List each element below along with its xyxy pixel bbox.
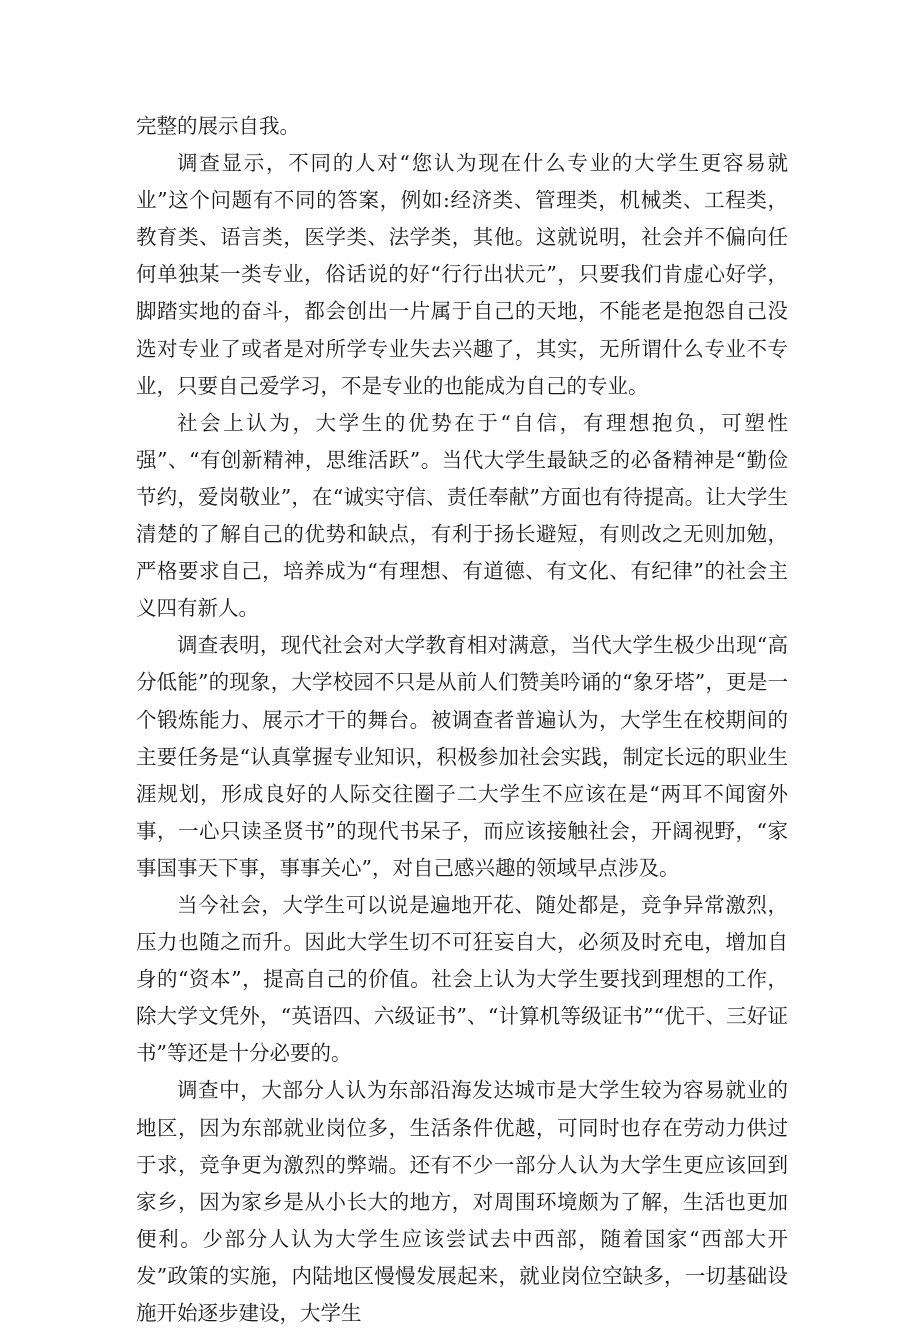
paragraph: 调查表明，现代社会对大学教育相对满意，当代大学生极少出现“高分低能”的现象，大学校园不只是从前人们赞美吟诵的“象牙塔”，更是一个锻炼能力、展示才干的舞台。被调查者普遍认为，大学生在校期间的主要任务是“认真掌握专业知识，积极参加社会实践，制定长远的职业生涯规划，形成良好的人际交往圈子二大学生不应该在是“两耳不闻窗外事，一心只读圣贤书”的现代书呆子，而应该接触社会，开阔视野，“家事国事天下事，事事关心”，对自己感兴趣的领域早点涉及。 xyxy=(136,633,788,880)
paragraph: 完整的展示自我。 xyxy=(136,114,300,138)
paragraph: 当今社会，大学生可以说是遍地开花、随处都是，竞争异常激烈，压力也随之而升。因此大学生切不可狂妄自大，必须及时充电，增加自身的“资本”，提高自己的价值。社会上认为大学生要找到理想的工作，除大学文凭外，“英语四、六级证书”、“计算机等级证书”“优干、三好证书”等还是十分必要的。 xyxy=(136,892,788,1066)
paragraph: 调查中，大部分人认为东部沿海发达城市是大学生较为容易就业的地区，因为东部就业岗位多，生活条件优越，可同时也存在劳动力供过于求，竞争更为激烈的弊端。还有不少一部分人认为大学生更应该回到家乡，因为家乡是从小长大的地方，对周围环境颇为了解，生活也更加便利。少部分人认为大学生应该尝试去中西部，随着国家“西部大开发”政策的实施，内陆地区慢慢发展起来，就业岗位空缺多，一切基础设施开始逐步建设，大学生 xyxy=(136,1078,788,1325)
document-body xyxy=(136,108,788,1332)
paragraph: 社会上认为，大学生的优势在于“自信，有理想抱负，可塑性强”、“有创新精神，思维活跃”。当代大学生最缺乏的必备精神是“勤俭节约，爱岗敬业”，在“诚实守信、责任奉献”方面也有待提高。让大学生清楚的了解自己的优势和缺点，有利于扬长避短，有则改之无则加勉，严格要求自己，培养成为“有理想、有道德、有文化、有纪律”的社会主义四有新人。 xyxy=(136,410,788,621)
paragraph: 调查显示，不同的人对“您认为现在什么专业的大学生更容易就业”这个问题有不同的答案，例如:经济类、管理类，机械类、工程类，教育类、语言类，医学类、法学类，其他。这就说明，社会并不偏向任何单独某一类专业，俗话说的好“行行出状元”，只要我们肯虚心好学，脚踏实地的奋斗，都会创出一片属于自己的天地，不能老是抱怨自己没选对专业了或者是对所学专业失去兴趣了，其实，无所谓什么专业不专业，只要自己爱学习，不是专业的也能成为自己的专业。 xyxy=(136,151,788,398)
